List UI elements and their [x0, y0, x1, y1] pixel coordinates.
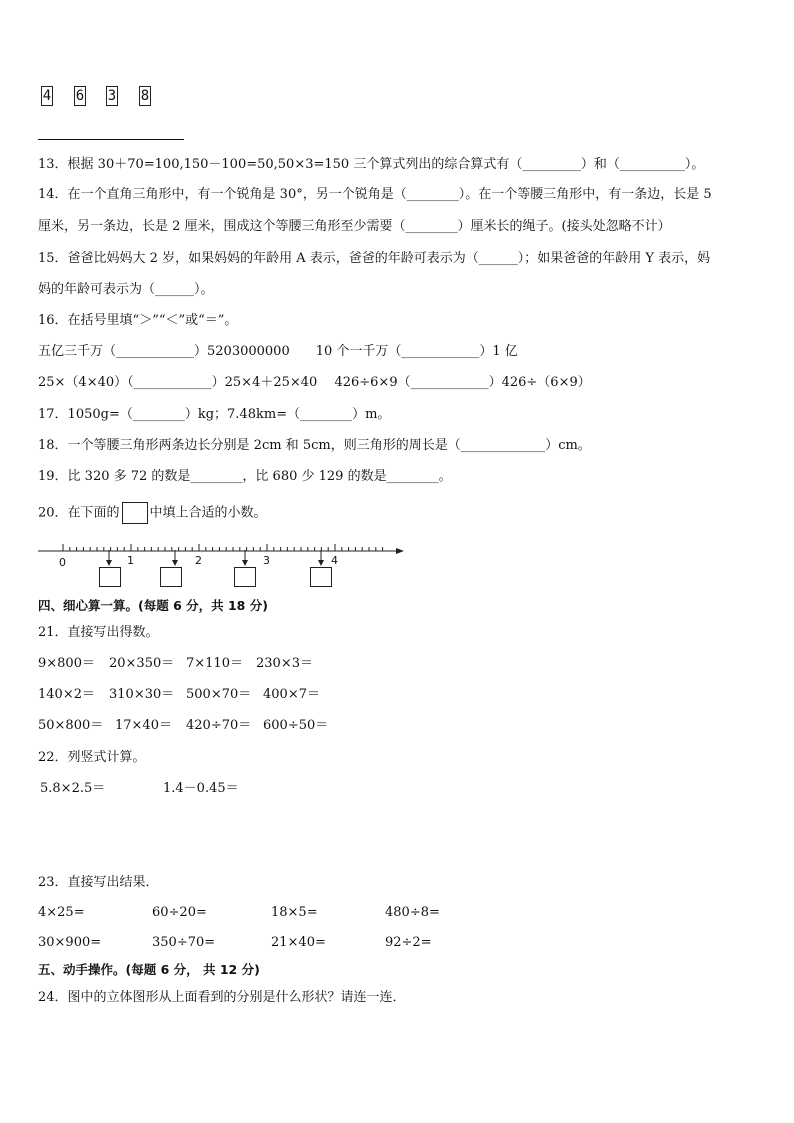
digit-card-4: 4	[42, 88, 52, 104]
question-18: 18．一个等腰三角形两条边长分别是 2cm 和 5cm，则三角形的周长是（_____________）cm。	[38, 438, 591, 453]
question-16-row-2: 25×（4×40）（____________）25×4＋25×40 426÷6×9（____________）426÷（6×9）	[38, 375, 591, 390]
question-20	[38, 502, 267, 524]
question-17: 17．1050g=（________）kg；7.48km=（________）m。	[38, 407, 391, 422]
answer-box-1[interactable]	[99, 567, 121, 587]
q22-item-1: 5.8×2.5＝	[40, 781, 106, 796]
question-16-title: 16．在括号里填“＞”“＜”或“＝”。	[38, 313, 238, 328]
question-14-line-1: 14．在一个直角三角形中，有一个锐角是 30°，另一个锐角是（________）。在一个等腰三角形中，有一条边，长是 5	[38, 187, 712, 202]
q23-row-2-c4: 92÷2=	[385, 935, 432, 950]
question-15-line-1: 15．爸爸比妈妈大 2 岁，如果妈妈的年龄用 A 表示，爸爸的年龄可表示为（______）；如果爸爸的年龄用 Y 表示，妈	[38, 251, 711, 266]
q21-row-3-c3: 420÷70＝	[186, 718, 252, 733]
section-4-heading: 四、细心算一算。(每题 6 分，共 18 分)	[38, 598, 268, 613]
q21-row-3-c1: 50×800＝	[38, 718, 104, 733]
q23-row-1-c2: 60÷20=	[152, 905, 207, 920]
digit-card-3: 3	[107, 88, 117, 104]
digit-card-6: 6	[75, 88, 85, 104]
q23-row-2-c1: 30×900=	[38, 935, 102, 950]
q21-row-3-c2: 17×40＝	[115, 718, 172, 733]
question-20-suffix: 中填上合适的小数。	[149, 505, 267, 521]
answer-box-4[interactable]	[310, 567, 332, 587]
answer-box-3[interactable]	[234, 567, 256, 587]
q21-row-2-c3: 500×70＝	[186, 687, 252, 702]
q21-row-1-c4: 230×3＝	[256, 656, 313, 671]
q21-row-1-c1: 9×800＝	[38, 656, 95, 671]
separator-rule	[38, 139, 184, 140]
question-16-row-1: 五亿三千万（____________）5203000000 10 个一千万（____________）1 亿	[38, 344, 518, 359]
section-5-heading: 五、动手操作。(每题 6 分， 共 12 分)	[38, 962, 260, 977]
q21-row-2-c2: 310×30＝	[109, 687, 175, 702]
q23-row-1-c3: 18×5=	[271, 905, 318, 920]
q23-row-2-c2: 350÷70=	[152, 935, 216, 950]
question-23-title: 23．直接写出结果．	[38, 875, 159, 890]
q23-row-2-c3: 21×40=	[271, 935, 326, 950]
q23-row-1-c4: 480÷8=	[385, 905, 440, 920]
digit-card-8: 8	[140, 88, 150, 104]
question-14-line-2: 厘米，另一条边，长是 2 厘米，围成这个等腰三角形至少需要（________）厘米长的绳子。(接头处忽略不计）	[38, 219, 671, 234]
question-20-prefix: 20．在下面的	[38, 505, 120, 521]
number-line-arrows	[96, 548, 336, 568]
tick-label-3: 3	[263, 554, 270, 567]
tick-label-2: 2	[195, 554, 202, 567]
q21-row-1-c2: 20×350＝	[109, 656, 175, 671]
tick-label-0: 0	[59, 556, 66, 569]
answer-box-example	[122, 502, 148, 524]
q21-row-3-c4: 600÷50＝	[263, 718, 329, 733]
question-15-line-2: 妈的年龄可表示为（______）。	[38, 282, 214, 297]
question-21-title: 21．直接写出得数。	[38, 625, 159, 640]
tick-label-4: 4	[331, 554, 338, 567]
tick-label-1: 1	[127, 554, 134, 567]
answer-box-2[interactable]	[160, 567, 182, 587]
question-19: 19．比 320 多 72 的数是________，比 680 少 129 的数是________。	[38, 469, 452, 484]
q22-item-2: 1.4－0.45＝	[163, 781, 239, 796]
q23-row-1-c1: 4×25=	[38, 905, 85, 920]
q21-row-2-c4: 400×7＝	[263, 687, 320, 702]
q21-row-2-c1: 140×2＝	[38, 687, 95, 702]
question-24: 24．图中的立体图形从上面看到的分别是什么形状？请连一连．	[38, 990, 406, 1005]
question-22-title: 22．列竖式计算。	[38, 750, 146, 765]
q21-row-1-c3: 7×110＝	[186, 656, 243, 671]
question-13: 13．根据 30＋70=100,150－100=50,50×3=150 三个算式列出的综合算式有（_________）和（__________）。	[38, 157, 705, 172]
